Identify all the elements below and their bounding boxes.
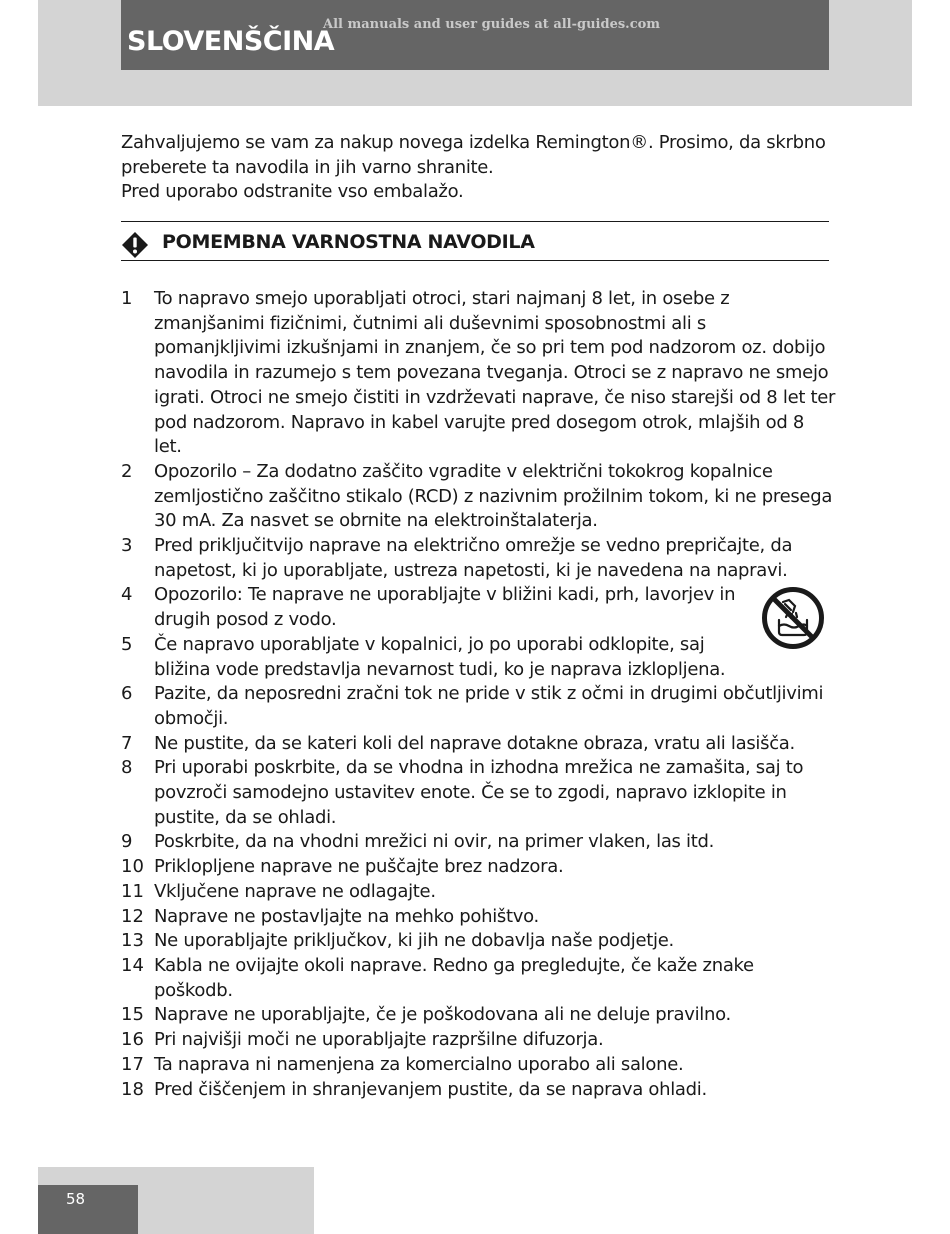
item-text: Opozorilo: Te naprave ne uporabljajte v bližini kadi, prh, lavorjev in drugih posod z vodo. — [154, 584, 736, 631]
section-rule-top — [121, 221, 829, 222]
item-number: 2 — [121, 460, 133, 482]
item-text: Priklopljene naprave ne puščajte brez nadzora. — [154, 856, 564, 878]
list-item — [121, 954, 841, 1003]
item-text: Pri najvišji moči ne uporabljajte razpršilne difuzorja. — [154, 1029, 604, 1051]
item-number: 5 — [121, 633, 133, 655]
intro-line: Zahvaljujemo se vam za nakup novega izdelka Remington®. Prosimo, da skrbno — [121, 132, 826, 153]
item-number: 3 — [121, 535, 133, 557]
watermark: All manuals and user guides at all-guides.com — [323, 17, 661, 32]
list-item — [121, 732, 841, 757]
list-item — [121, 460, 841, 534]
intro-line: Pred uporabo odstranite vso embalažo. — [121, 181, 464, 202]
safety-instructions-list — [121, 287, 841, 1102]
intro-paragraph — [121, 131, 841, 205]
page-number: 58 — [66, 1190, 86, 1208]
item-number: 12 — [121, 905, 144, 927]
item-text: Če napravo uporabljate v kopalnici, jo po uporabi odklopite, saj bližina vode predstavlja nevarnost tudi, ko je naprava izklopljena. — [154, 633, 726, 680]
item-text: To napravo smejo uporabljati otroci, stari najmanj 8 let, in osebe z zmanjšanimi fizičnimi, čutnimi ali duševnimi sposobnostmi ali s pomanjkljivimi izkušnjami in znanjem, če so pri tem pod nadzorom oz. dobijo navodila in razumejo s tem povezana tveganja. Otroci se z napravo ne smejo igrati. Otroci ne smejo čistiti in vzdrževati naprave, če niso starejši od 8 let ter pod nadzorom. Napravo in kabel varujte pred dosegom otrok, mlajših od 8 let. — [154, 288, 836, 458]
page-number-box — [38, 1185, 138, 1234]
list-item — [121, 830, 841, 855]
item-text: Ne pustite, da se kateri koli del naprave dotakne obraza, vratu ali lasišča. — [154, 732, 795, 754]
list-item — [121, 880, 841, 905]
language-title: SLOVENŠČINA — [127, 26, 335, 57]
item-text: Pazite, da neposredni zračni tok ne pride v stik z očmi in drugimi občutljivimi območji. — [154, 683, 824, 729]
list-item — [121, 1003, 841, 1028]
item-number: 1 — [121, 288, 133, 309]
item-number: 9 — [121, 831, 133, 853]
item-number: 13 — [121, 930, 144, 952]
item-number: 8 — [121, 757, 133, 779]
list-item — [121, 1053, 841, 1078]
item-text: Pri uporabi poskrbite, da se vhodna in izhodna mrežica ne zamašita, saj to povzroči samodejno ustavitev enote. Če se to zgodi, napravo izklopite in pustite, da se ohladi. — [154, 757, 804, 828]
list-item — [121, 1078, 841, 1103]
item-number: 17 — [121, 1053, 144, 1075]
item-number: 16 — [121, 1029, 144, 1051]
section-rule-bottom — [121, 260, 829, 261]
item-number: 10 — [121, 856, 144, 878]
section-heading: POMEMBNA VARNOSTNA NAVODILA — [162, 231, 535, 253]
warning-diamond-icon — [121, 231, 149, 259]
list-item — [121, 756, 841, 830]
item-number: 15 — [121, 1004, 144, 1026]
item-text: Vključene naprave ne odlagajte. — [154, 880, 436, 902]
item-text: Ta naprava ni namenjena za komercialno uporabo ali salone. — [154, 1053, 684, 1075]
list-item — [121, 929, 841, 954]
item-number: 11 — [121, 880, 144, 902]
item-number: 7 — [121, 732, 133, 754]
list-item — [121, 855, 841, 880]
list-item — [121, 583, 841, 632]
item-text: Pred priključitvijo naprave na električno omrežje se vedno prepričajte, da napetost, ki jo uporabljate, ustreza napetosti, ki je navedena na napravi. — [154, 535, 793, 581]
list-item — [121, 682, 841, 731]
item-number: 14 — [121, 954, 144, 976]
list-item — [121, 287, 841, 460]
no-water-bath-icon — [761, 586, 825, 650]
list-item — [121, 633, 841, 682]
item-text: Poskrbite, da na vhodni mrežici ni ovir, na primer vlaken, las itd. — [154, 831, 715, 853]
item-text: Naprave ne uporabljajte, če je poškodovana ali ne deluje pravilno. — [154, 1004, 731, 1026]
item-number: 4 — [121, 584, 133, 606]
item-text: Pred čiščenjem in shranjevanjem pustite, da se naprava ohladi. — [154, 1078, 707, 1100]
item-text: Opozorilo – Za dodatno zaščito vgradite v električni tokokrog kopalnice zemljostično zaščitno stikalo (RCD) z nazivnim prožilnim tokom, ki ne presega 30 mA. Za nasvet se obrnite na elektroinštalaterja. — [154, 460, 833, 532]
list-item — [121, 534, 841, 583]
item-text: Kabla ne ovijajte okoli naprave. Redno ga pregledujte, če kaže znake poškodb. — [154, 954, 754, 1001]
list-item — [121, 905, 841, 930]
item-text: Ne uporabljajte priključkov, ki jih ne dobavlja naše podjetje. — [154, 930, 674, 952]
item-text: Naprave ne postavljajte na mehko pohištvo. — [154, 905, 539, 927]
list-item — [121, 1028, 841, 1053]
item-number: 6 — [121, 683, 133, 705]
intro-line: preberete ta navodila in jih varno shranite. — [121, 156, 494, 178]
item-number: 18 — [121, 1078, 144, 1100]
